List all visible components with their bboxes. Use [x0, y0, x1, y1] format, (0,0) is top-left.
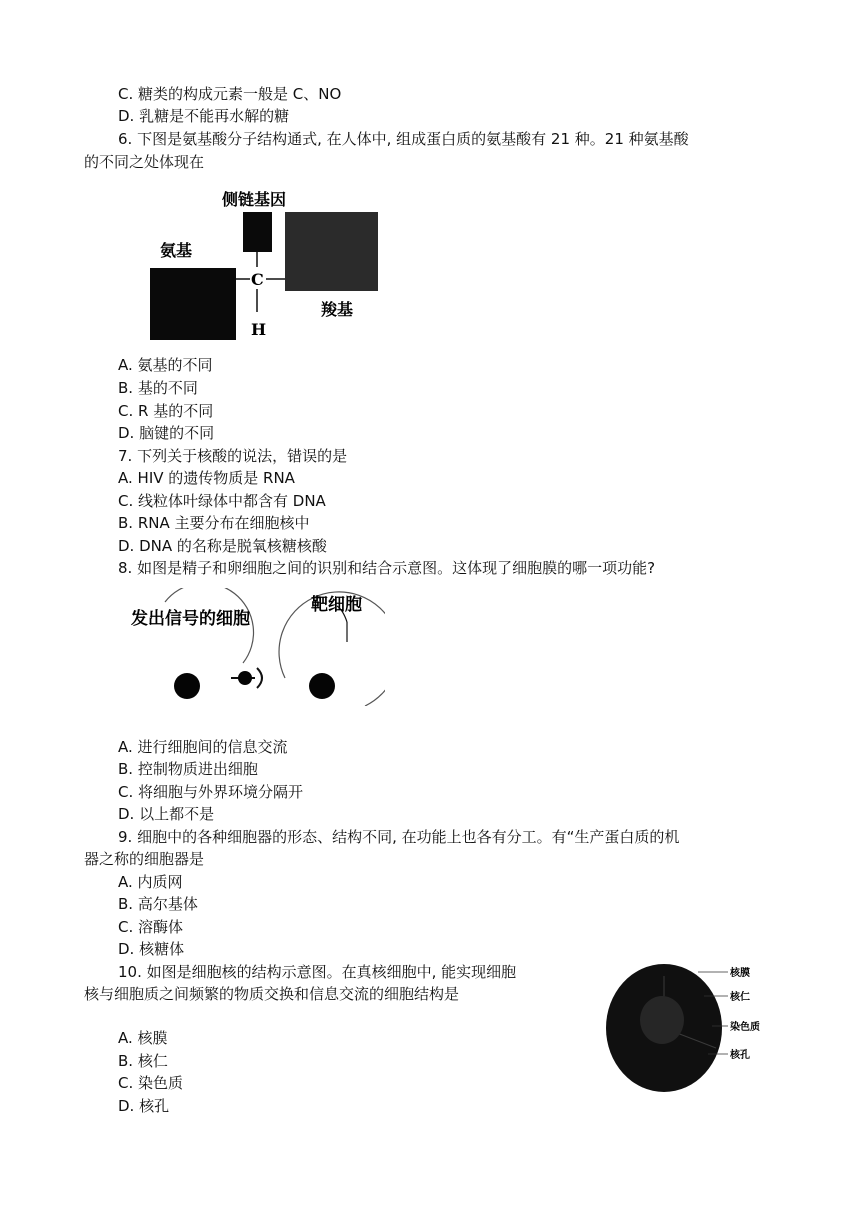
q8-option-c: C. 将细胞与外界环境分隔开 — [118, 783, 304, 801]
q5-option-d: D. 乳糖是不能再水解的糖 — [118, 107, 290, 125]
q10-option-d: D. 核孔 — [118, 1097, 170, 1115]
q8-option-d: D. 以上都不是 — [118, 805, 215, 823]
q10-stem-line1: 10. 如图是细胞核的结构示意图。在真核细胞中, 能实现细胞 — [118, 963, 517, 981]
carboxyl-box — [285, 212, 378, 291]
q6-stem-line2: 的不同之处体现在 — [84, 153, 205, 171]
q7-option-b: B. RNA 主要分布在细胞核中 — [118, 514, 310, 532]
q6-option-a: A. 氨基的不同 — [118, 356, 213, 374]
pore-label: 核孔 — [730, 1050, 750, 1061]
q9-option-b: B. 高尔基体 — [118, 895, 198, 913]
signal-cell-label: 发出信号的细胞 — [131, 609, 250, 629]
amino-label: 氨基 — [160, 241, 193, 260]
carbon-label: C — [251, 270, 264, 289]
q8-option-b: B. 控制物质进出细胞 — [118, 760, 258, 778]
q10-option-a: A. 核膜 — [118, 1029, 168, 1047]
side-chain-label: 侧链基因 — [222, 190, 287, 209]
q8-stem: 8. 如图是精子和卵细胞之间的识别和结合示意图。这体现了细胞膜的哪一项功能? — [118, 559, 656, 577]
membrane-label: 核膜 — [730, 968, 750, 979]
carboxyl-label: 羧基 — [321, 300, 354, 319]
q10-option-c: C. 染色质 — [118, 1074, 184, 1092]
q6-option-c: C. R 基的不同 — [118, 402, 214, 420]
q6-stem-line1: 6. 下图是氨基酸分子结构通式, 在人体中, 组成蛋白质的氨基酸有 21 种。21 种氨基酸 — [118, 130, 689, 148]
q10-stem-line2: 核与细胞质之间频繁的物质交换和信息交流的细胞结构是 — [84, 985, 460, 1003]
q9-option-c: C. 溶酶体 — [118, 918, 184, 936]
q7-option-d: D. DNA 的名称是脱氧核糖核酸 — [118, 537, 327, 555]
nucleolus-shape — [640, 996, 684, 1044]
q6-option-b: B. 基的不同 — [118, 379, 198, 397]
signal-molecule — [238, 671, 252, 685]
q9-stem-line1: 9. 细胞中的各种细胞器的形态、结构不同, 在功能上也各有分工。有“生产蛋白质的机 — [118, 828, 680, 846]
q8-option-a: A. 进行细胞间的信息交流 — [118, 738, 288, 756]
q9-option-a: A. 内质网 — [118, 873, 183, 891]
target-cell-label: 靶细胞 — [311, 595, 362, 615]
q10-option-b: B. 核仁 — [118, 1052, 168, 1070]
q9-option-d: D. 核糖体 — [118, 940, 185, 958]
q6-option-d: D. 脑键的不同 — [118, 424, 215, 442]
cell-signaling-figure — [125, 588, 385, 706]
amino-box — [150, 268, 236, 340]
q7-option-c: C. 线粒体叶绿体中都含有 DNA — [118, 492, 326, 510]
target-cell-nucleus — [309, 673, 335, 699]
side-chain-box — [243, 212, 272, 252]
q9-stem-line2: 器之称的细胞器是 — [84, 850, 205, 868]
chromatin-label: 染色质 — [730, 1022, 760, 1033]
receptor — [257, 668, 262, 688]
q5-option-c: C. 糖类的构成元素一般是 C、NO — [118, 85, 342, 103]
hydrogen-label: H — [251, 320, 267, 339]
cell-nucleus-figure — [600, 960, 772, 1098]
signal-cell-nucleus — [174, 673, 200, 699]
amino-acid-structure-figure — [140, 182, 390, 344]
q7-option-a: A. HIV 的遗传物质是 RNA — [118, 469, 295, 487]
q7-stem: 7. 下列关于核酸的说法，错误的是 — [118, 447, 348, 465]
nucleolus-label: 核仁 — [730, 992, 750, 1003]
